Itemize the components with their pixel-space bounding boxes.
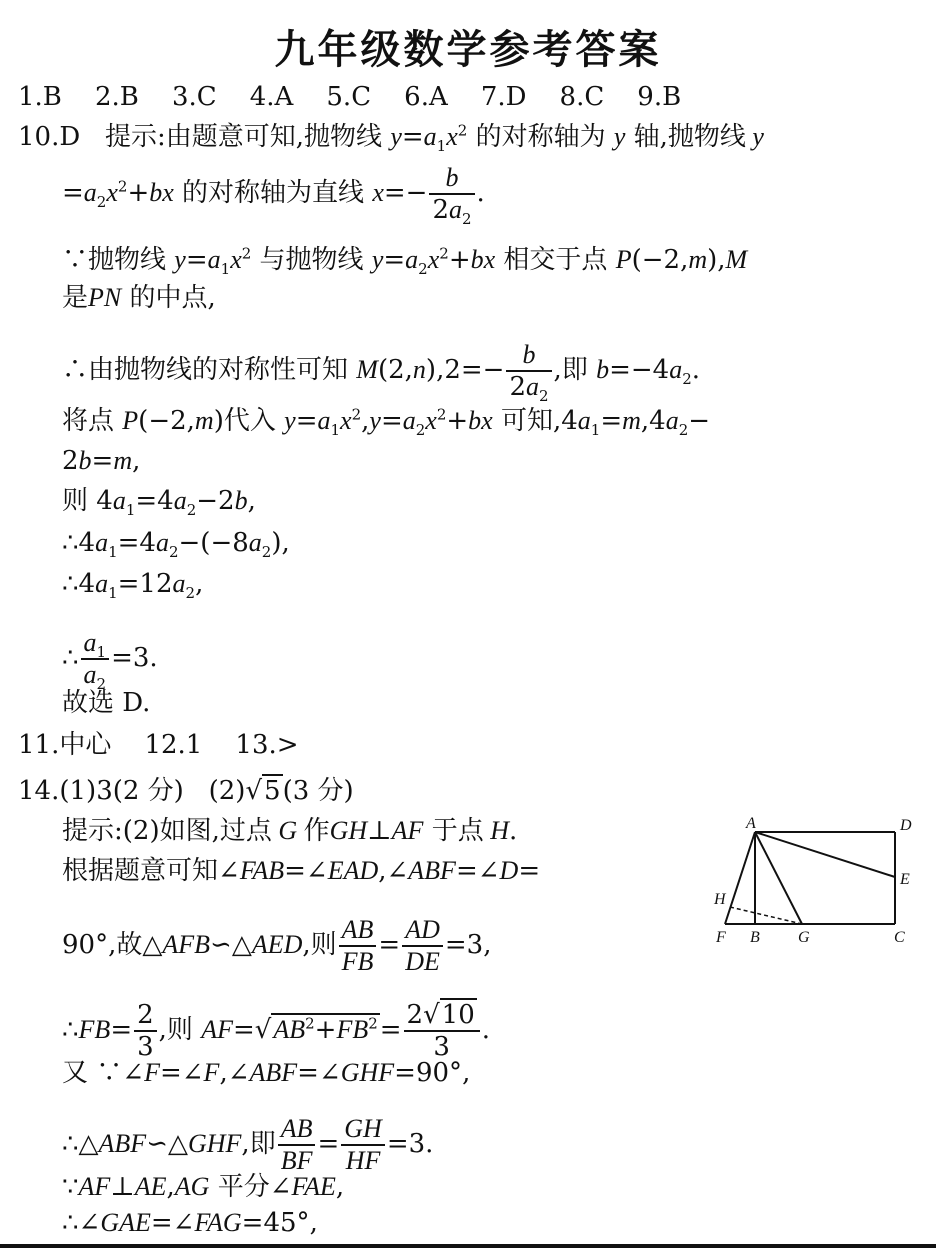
choice-answer: 5.C <box>326 82 372 112</box>
q14-line-9: ∴∠GAE=∠FAG=45°, <box>62 1208 318 1238</box>
point-label: E <box>900 871 910 888</box>
q14-line-4: 90°,故△AFB∽△AED,则 $\frac{AB}{FB}$ = $\frac{AD}{DE}$ =3, <box>62 915 492 976</box>
choice-answer: 9.B <box>637 82 682 112</box>
choice-answer: 8.C <box>559 82 605 112</box>
q10-line-3: ∵抛物线 $y=a_1x^2$ 与抛物线 $y=a_2x^2+bx$ 相交于点 P(−2,m),M <box>62 244 748 279</box>
point-label: C <box>894 929 905 946</box>
fraction: $\frac{AB}{BF}$ <box>278 1114 316 1176</box>
q14-line-5: ∴FB= $\frac{2}{3}$ ,则 $AF=√AB^2+FB^2=$ $\frac{2√10}{3}$ . <box>62 1000 491 1062</box>
fraction: $\frac{AD}{DE}$ <box>402 915 443 977</box>
fraction: $\frac{a_1}{a_2}$ <box>81 628 110 690</box>
choice-answer: 6.A <box>404 82 448 112</box>
q14-line-6: 又 ∵∠F=∠F,∠ABF=∠GHF=90°, <box>62 1058 471 1088</box>
q14-line-2: 提示:(2)如图,过点 G 作GH⊥AF 于点 H. <box>62 816 518 846</box>
q14-line-1: 14.(1)3(2 分) (2)√5(3 分) <box>18 776 354 806</box>
fraction: $\frac{GH}{HF}$ <box>341 1114 385 1176</box>
q14-line-7: ∴△ABF∽△GHF,即 $\frac{AB}{BF}$ = $\frac{GH}{HF}$ =3. <box>62 1114 434 1175</box>
point-label: G <box>798 929 810 946</box>
fraction: $\frac{2}{3}$ <box>134 1000 157 1062</box>
q10-line-6: 将点 P(−2,m)代入 $y=a_1x^2,y=a_2x^2+bx$ 可知$,4a_1=m,4a_2-$ <box>62 405 711 440</box>
choice-answers <box>18 82 681 112</box>
q10-line-1: 10.D 提示:由题意可知,抛物线 $y=a_1x^2$ 的对称轴为 y 轴,抛物线 y <box>18 121 764 156</box>
q10-line-8: 则 $4a_1=4a_2-2b$, <box>62 486 256 520</box>
segment-af <box>725 832 755 924</box>
q10-line-10: $\therefore 4a_1=12a_2$, <box>62 569 204 603</box>
segment-gh <box>730 907 802 924</box>
point-label: H <box>714 891 726 908</box>
fraction: $\frac{b}{2a_2}$ <box>429 163 474 225</box>
q10-line-7: 2b=m, <box>62 446 141 476</box>
choice-answer: 2.B <box>94 82 139 112</box>
q10-line-4: 是PN 的中点, <box>62 283 216 313</box>
point-label: B <box>750 929 760 946</box>
choice-answer: 3.C <box>171 82 217 112</box>
q10-line-2: $=a_2x^2+bx$ 的对称轴为直线 x=− $\frac{b}{2a_2}$ . <box>62 163 485 229</box>
choice-answer: 7.D <box>480 82 527 112</box>
fraction: $\frac{b}{2a_2}$ <box>506 340 551 402</box>
point-label: D <box>900 817 912 834</box>
choice-answer: 1.B <box>18 82 62 112</box>
q10-line-9: $\therefore 4a_1=4a_2-(-8a_2)$, <box>62 528 290 562</box>
q10-conclusion: 故选 D. <box>62 688 151 718</box>
q11-13-answers: 11.中心 12.1 13.> <box>18 730 299 760</box>
q10-line-11: ∴ $\frac{a_1}{a_2}$ =3. <box>62 628 158 694</box>
q14-line-8: ∵AF⊥AE,AG 平分∠FAE, <box>62 1172 345 1202</box>
bottom-edge <box>0 1244 936 1248</box>
q14-line-3: 根据题意可知∠FAB=∠EAD,∠ABF=∠D= <box>62 856 541 886</box>
fraction: $\frac{2√10}{3}$ <box>404 1000 480 1062</box>
fraction: $\frac{AB}{FB}$ <box>339 915 377 977</box>
choice-answer: 4.A <box>249 82 294 112</box>
geometry-figure <box>710 812 928 952</box>
page-title: 九年级数学参考答案 <box>274 27 662 73</box>
point-label: F <box>716 929 726 946</box>
q10-line-5: ∴由抛物线的对称性可知 M(2,n),2=− $\frac{b}{2a_2}$ ,即 $b=-4a_2$. <box>62 340 701 406</box>
point-label: A <box>746 815 756 832</box>
segment-ae <box>755 832 895 877</box>
